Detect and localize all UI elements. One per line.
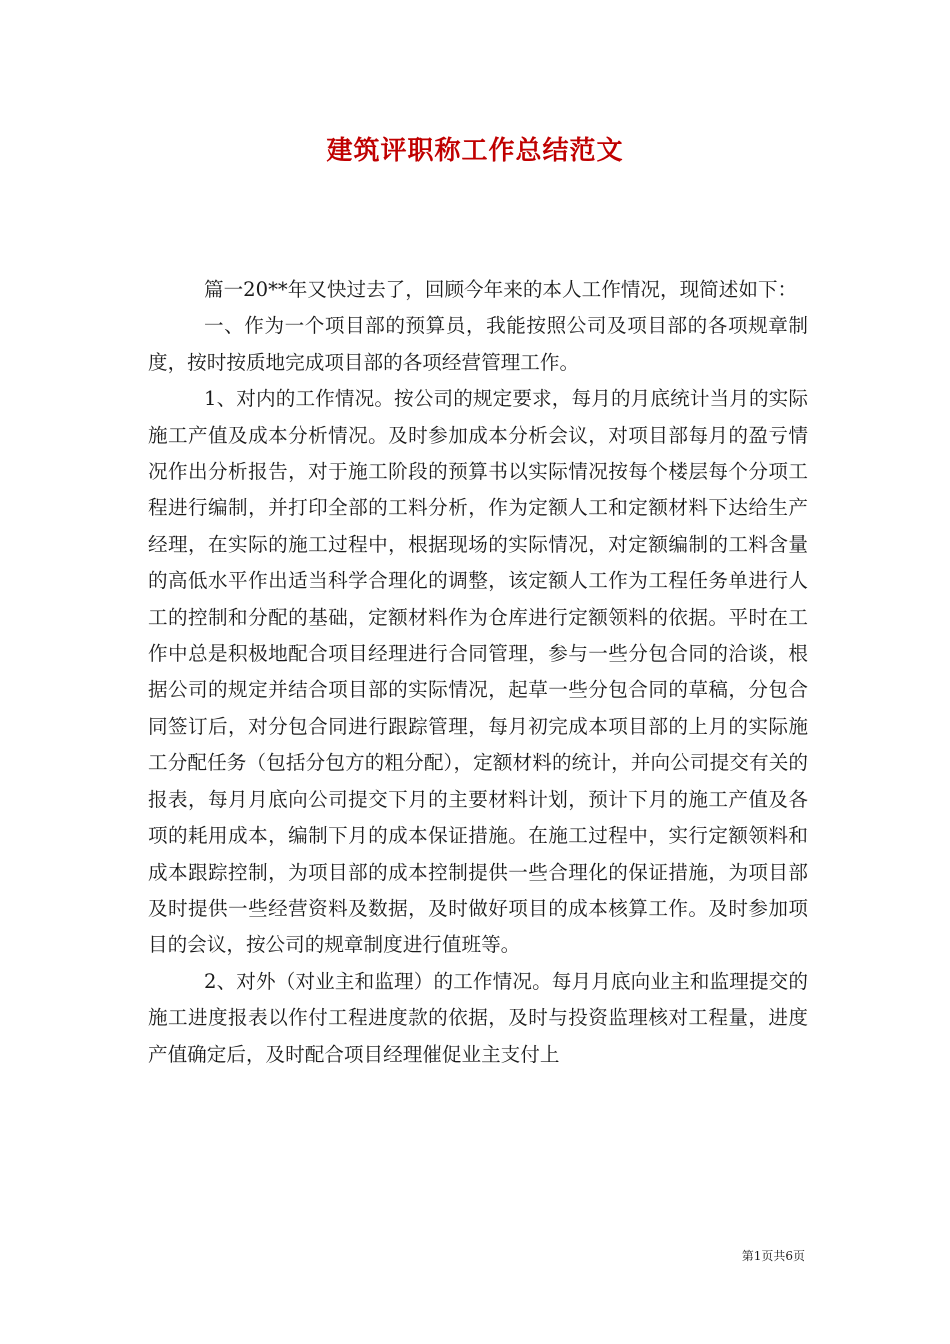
paragraph-external-work: 2、对外（对业主和监理）的工作情况。每月月底向业主和监理提交的施工进度报表以作付工程进度款的依据，及时与投资监理核对工程量，进度产值确定后，及时配合项目经理催促业主支付上	[148, 969, 808, 1066]
paragraph-internal-work: 1、对内的工作情况。按公司的规定要求，每月的月底统计当月的实际施工产值及成本分析情况。及时参加成本分析会议，对项目部每月的盈亏情况作出分析报告，对于施工阶段的预算书以实际情况按每个楼层每个分项工程进行编制，并打印全部的工料分析，作为定额人工和定额材料下达给生产经理，在实际的施工过程中，根据现场的实际情况，对定额编制的工料含量的高低水平作出适当科学合理化的调整，该定额人工作为工程任务单进行人工的控制和分配的基础，定额材料作为仓库进行定额领料的依据。平时在工作中总是积极地配合项目经理进行合同管理，参与一些分包合同的洽谈，根据公司的规定并结合项目部的实际情况，起草一些分包合同的草稿，分包合同签订后，对分包合同进行跟踪管理，每月初完成本项目部的上月的实际施工分配任务（包括分包方的粗分配），定额材料的统计，并向公司提交有关的报表，每月月底向公司提交下月的主要材料计划，预计下月的施工产值及各项的耗用成本，编制下月的成本保证措施。在施工过程中，实行定额领料和成本跟踪控制，为项目部的成本控制提供一些合理化的保证措施，为项目部及时提供一些经营资料及数据，及时做好项目的成本核算工作。及时参加项目的会议，按公司的规章制度进行值班等。	[148, 387, 808, 957]
paragraph-section-one: 一、作为一个项目部的预算员，我能按照公司及项目部的各项规章制度，按时按质地完成项目部的各项经营管理工作。	[148, 314, 808, 374]
paragraph-intro: 篇一20**年又快过去了，回顾今年来的本人工作情况，现简述如下：	[204, 278, 798, 301]
document-title: 建筑评职称工作总结范文	[326, 136, 624, 166]
page-number: 第1页共6页	[741, 1249, 805, 1263]
document-body	[148, 272, 808, 1073]
